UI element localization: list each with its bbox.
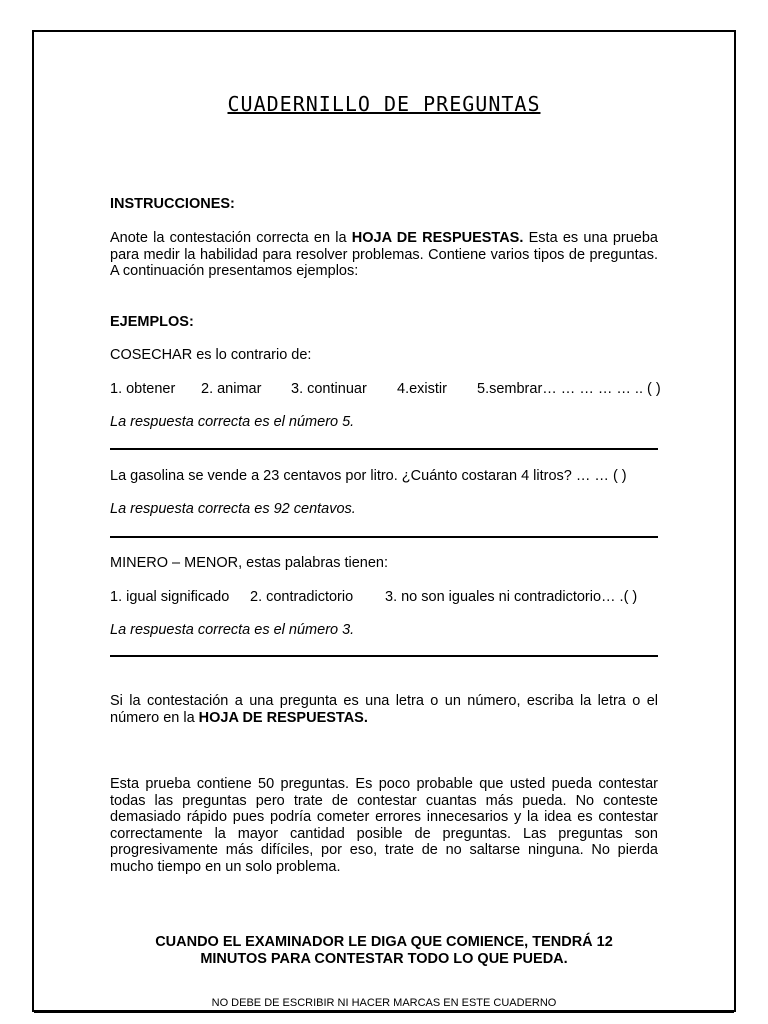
answer-note-text: Si la contestación a una pregunta es una letra o un número, escriba la letra o el número en la — [110, 693, 658, 726]
page-title: CUADERNILLO DE PREGUNTAS — [227, 92, 541, 116]
example2-answer: La respuesta correcta es 92 centavos. — [110, 501, 356, 517]
example2-question: La gasolina se vende a 23 centavos por litro. ¿Cuánto costaran 4 litros? … … ( ) — [110, 468, 627, 484]
example3-answer: La respuesta correcta es el número 3. — [110, 622, 355, 638]
answer-note-paragraph — [110, 693, 658, 726]
example1-option-1: 1. obtener — [110, 381, 176, 397]
divider-2 — [110, 536, 658, 538]
examples-heading: EJEMPLOS: — [110, 314, 194, 330]
closing-instruction — [110, 934, 658, 968]
instructions-text-b: Esta es una prueba para medir la habilidad para resolver problemas. Contiene varios tipos de preguntas. A continuación presentamos ejemplos: — [110, 230, 658, 279]
closing-line-2: MINUTOS PARA CONTESTAR TODO LO QUE PUEDA. — [200, 951, 568, 967]
footer-note: NO DEBE DE ESCRIBIR NI HACER MARCAS EN ESTE CUADERNO — [211, 997, 557, 1009]
example1-options — [110, 381, 661, 397]
example1-option-5: 5.sembrar… … … … … .. ( ) — [477, 381, 661, 397]
closing-line-1: CUANDO EL EXAMINADOR LE DIGA QUE COMIENCE, TENDRÁ 12 — [155, 934, 613, 950]
example3-options — [110, 589, 637, 605]
instructions-paragraph — [110, 230, 658, 280]
divider-1 — [110, 448, 658, 450]
instructions-text-a: Anote la contestación correcta en la — [110, 230, 352, 246]
example1-option-3: 3. continuar — [291, 381, 367, 397]
divider-3 — [110, 655, 658, 657]
example1-option-2: 2. animar — [201, 381, 262, 397]
example3-option-1: 1. igual significado — [110, 589, 230, 605]
example1-answer: La respuesta correcta es el número 5. — [110, 414, 355, 430]
example3-question: MINERO – MENOR, estas palabras tienen: — [110, 555, 389, 571]
example1-question: COSECHAR es lo contrario de: — [110, 347, 312, 363]
answer-note-emphasis: HOJA DE RESPUESTAS. — [198, 709, 368, 726]
example3-option-2: 2. contradictorio — [250, 589, 354, 605]
test-info-paragraph: Esta prueba contiene 50 preguntas. Es poco probable que usted pueda contestar todas las preguntas pero trate de contestar cuantas más pueda. No conteste demasiado rápido pues podría cometer errores innecesarios y la idea es contestar correctamente la mayor cantidad posible de preguntas. Las preguntas son progresivamente más difíciles, por eso, trate de no saltarse ninguna. No pierda mucho tiempo en un solo problema. — [110, 776, 658, 875]
answer-sheet-emphasis: HOJA DE RESPUESTAS. — [351, 230, 524, 246]
example3-option-3: 3. no son iguales ni contradictorio… .( ) — [385, 589, 638, 605]
example1-option-4: 4.existir — [397, 381, 447, 397]
instructions-heading: INSTRUCCIONES: — [110, 196, 235, 212]
